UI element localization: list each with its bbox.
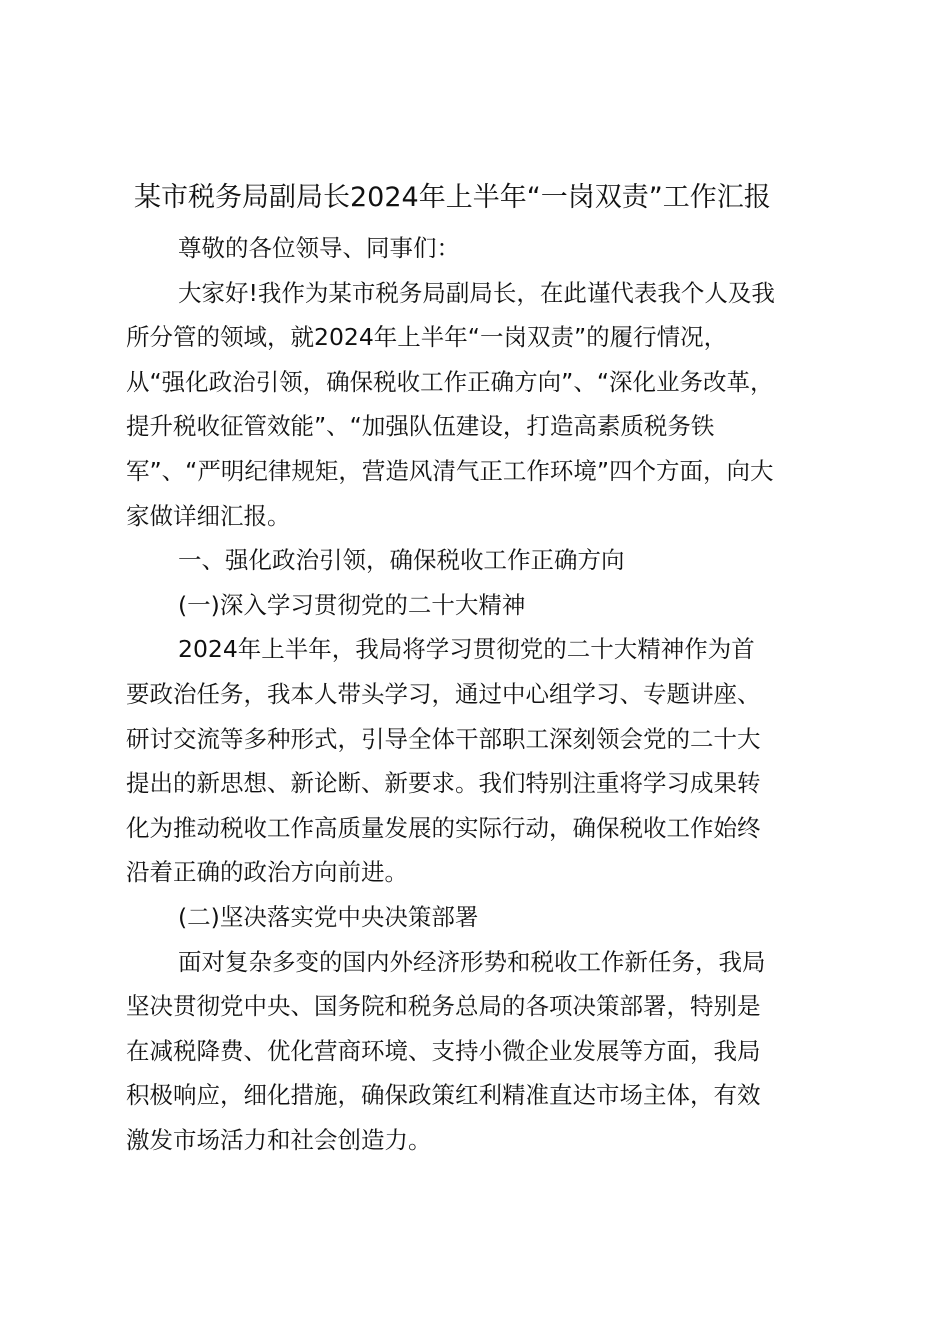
text-line: 要政治任务，我本人带头学习，通过中心组学习、专题讲座、 <box>126 679 761 708</box>
text-line: 从“强化政治引领，确保税收工作正确方向”、“深化业务改革， <box>126 367 774 396</box>
text-line: 面对复杂多变的国内外经济形势和税收工作新任务，我局 <box>178 947 766 976</box>
text-line: 2024年上半年，我局将学习贯彻党的二十大精神作为首 <box>178 635 755 664</box>
text-line: 尊敬的各位领导、同事们： <box>178 234 460 262</box>
text-line: (一)深入学习贯彻党的二十大精神 <box>178 590 526 619</box>
text-line: 一、强化政治引领，确保税收工作正确方向 <box>178 546 625 575</box>
text-line: 研讨交流等多种形式，引导全体干部职工深刻领会党的二十大 <box>126 724 761 753</box>
text-line: 大家好!我作为某市税务局副局长，在此谨代表我个人及我 <box>178 278 775 307</box>
text-line: (二)坚决落实党中央决策部署 <box>178 902 479 931</box>
text-line: 提升税收征管效能”、“加强队伍建设，打造高素质税务铁 <box>126 412 715 441</box>
text-line: 化为推动税收工作高质量发展的实际行动，确保税收工作始终 <box>126 813 761 842</box>
text-line: 坚决贯彻党中央、国务院和税务总局的各项决策部署，特别是 <box>126 992 761 1021</box>
text-line: 积极响应，细化措施，确保政策红利精准直达市场主体，有效 <box>126 1081 761 1110</box>
text-line: 在减税降费、优化营商环境、支持小微企业发展等方面，我局 <box>126 1036 761 1065</box>
text-line: 提出的新思想、新论断、新要求。我们特别注重将学习成果转 <box>126 769 761 798</box>
text-line: 所分管的领域，就2024年上半年“一岗双责”的履行情况， <box>126 323 728 352</box>
document-title: 某市税务局副局长2024年上半年“一岗双责”工作汇报 <box>134 182 771 213</box>
text-line: 激发市场活力和社会创造力。 <box>126 1125 432 1154</box>
text-line: 家做详细汇报。 <box>126 501 291 530</box>
text-line: 沿着正确的政治方向前进。 <box>126 858 408 887</box>
text-line: 军”、“严明纪律规矩，营造风清气正工作环境”四个方面，向大 <box>126 456 774 485</box>
document-body <box>126 226 832 1162</box>
